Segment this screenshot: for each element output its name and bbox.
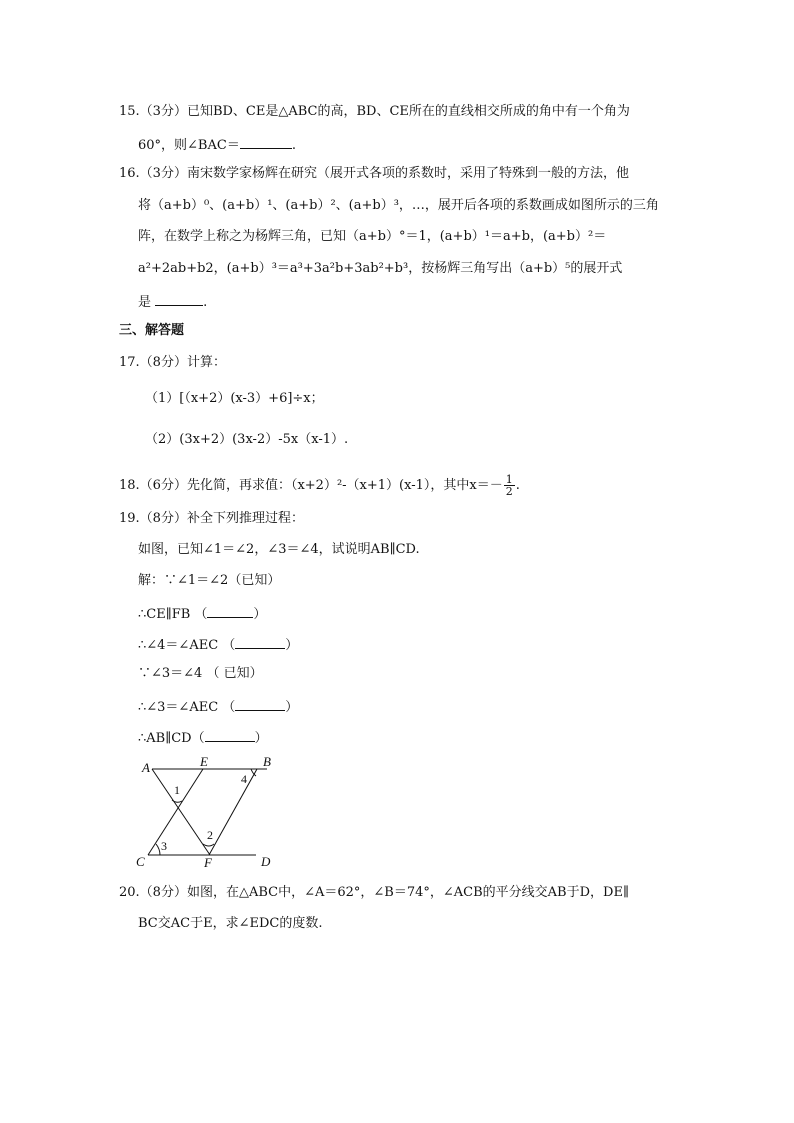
angle-3-arc [156, 844, 160, 855]
section-heading: 三、解答题 [119, 323, 185, 338]
q19-step5-close: ） [285, 700, 299, 715]
q18-frac-den: 2 [505, 485, 513, 498]
label-a: A [142, 760, 150, 775]
line-fb [209, 769, 257, 855]
label-angle-4: 4 [241, 772, 247, 786]
q16-line1: 16.（3分）南宋数学家杨辉在研究（展开式各项的系数时，采用了特殊到一般的方法，他 [119, 166, 629, 181]
q17-title: 17.（8分）计算： [119, 355, 226, 370]
q19-step2 [138, 604, 266, 623]
q19-step3-close: ） [285, 638, 299, 653]
q15-end: . [291, 138, 296, 153]
q18-line [119, 474, 520, 497]
q19-intro: 如图，已知∠1＝∠2，∠3＝∠4，试说明AB∥CD. [138, 542, 420, 557]
angle-2-arc [203, 844, 214, 846]
label-e: E [200, 754, 208, 769]
q15-answer-blank[interactable] [240, 135, 292, 149]
q16-text: 是 [138, 295, 156, 310]
q19-step2-close: ） [253, 607, 267, 622]
q19-step6-text: ∴AB∥CD（ [138, 731, 205, 746]
q19-step2-text: ∴CE∥FB （ [138, 607, 208, 622]
label-angle-2: 2 [207, 828, 213, 842]
q16-line2: 将（a+b）⁰、(a+b）¹、(a+b）²、(a+b）³，…，展开后各项的系数画成如图所示的三角 [138, 198, 659, 213]
q19-step1: 解：∵∠1＝∠2（已知） [138, 573, 281, 588]
q20-line2: BC交AC于E，求∠EDC的度数. [138, 916, 323, 931]
label-angle-1: 1 [174, 783, 180, 797]
q16-line5 [138, 292, 207, 311]
label-f: F [204, 855, 212, 870]
q18-end: . [515, 478, 520, 493]
q15-line2 [138, 135, 296, 154]
q19-step6 [138, 728, 268, 747]
q20-line1: 20.（8分）如图，在△ABC中，∠A＝62°，∠B＝74°，∠ACB的平分线交AB于D，DE∥ [119, 885, 629, 900]
q16-line3: 阵，在数学上称之为杨辉三角，已知（a+b）°＝1，(a+b）¹＝a+b，(a+b）²＝ [138, 229, 607, 244]
q19-title: 19.（8分）补全下列推理过程： [119, 511, 304, 526]
q16-end: . [203, 295, 208, 310]
q19-step5-text: ∴∠3＝∠AEC （ [138, 700, 236, 715]
line-ce [148, 769, 203, 855]
label-d: D [261, 854, 271, 869]
q16-answer-blank[interactable] [155, 292, 203, 306]
q19-blank-4[interactable] [205, 728, 255, 742]
q19-step3-text: ∴∠4＝∠AEC （ [138, 638, 236, 653]
label-b: B [263, 754, 271, 769]
q19-step4: ∵∠3＝∠4 （ 已知） [138, 666, 263, 681]
q19-step5 [138, 697, 298, 716]
q18-frac-num: 1 [505, 473, 513, 486]
q17-part2: （2）(3x+2）(3x-2）-5x（x-1）. [145, 432, 349, 447]
q19-blank-2[interactable] [235, 635, 285, 649]
q19-blank-1[interactable] [207, 604, 253, 618]
q18-text: 18.（6分）先化简，再求值：（x+2）²-（x+1）(x-1），其中x＝－ [119, 478, 503, 493]
q18-fraction [504, 474, 515, 497]
label-c: C [136, 854, 145, 869]
q15-text: 60°，则∠BAC＝ [138, 138, 240, 153]
q19-step3 [138, 635, 298, 654]
q15-line1: 15.（3分）已知BD、CE是△ABC的高，BD、CE所在的直线相交所成的角中有一个角为 [119, 104, 630, 119]
label-angle-3: 3 [161, 839, 167, 853]
q16-line4: a²+2ab+b2，(a+b）³＝a³+3a²b+3ab²+b³，按杨辉三角写出（a+b）⁵的展开式 [138, 261, 623, 276]
q17-part1: （1）[（x+2）(x-3）+6]÷x； [145, 391, 324, 406]
q19-step6-close: ） [254, 731, 268, 746]
q19-blank-3[interactable] [235, 697, 285, 711]
q19-figure [130, 752, 280, 872]
